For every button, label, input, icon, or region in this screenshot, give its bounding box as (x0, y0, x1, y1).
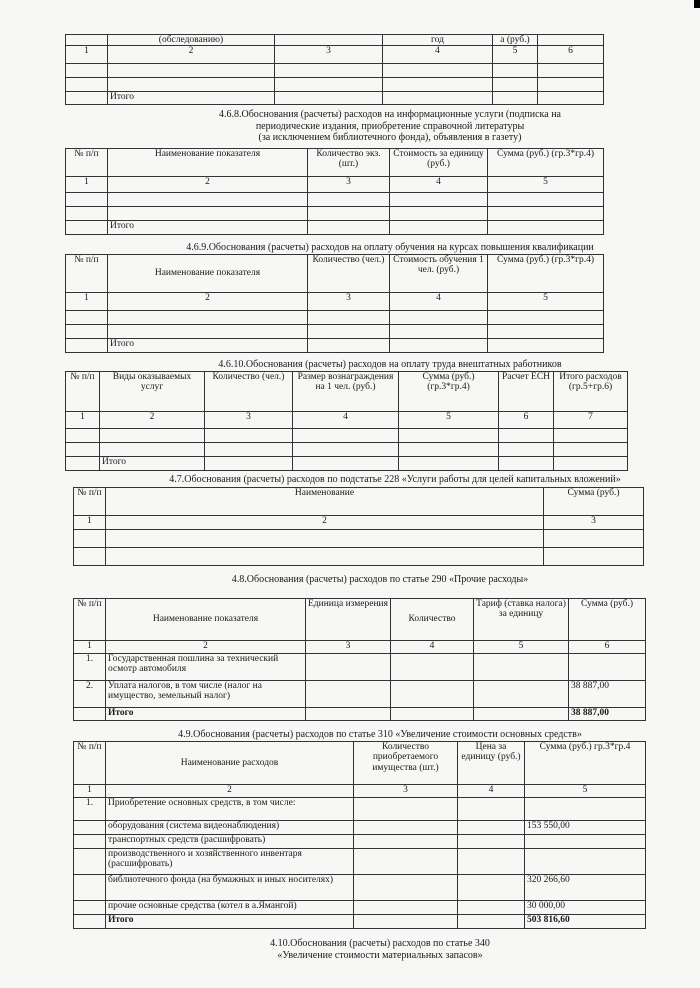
header-cell: Сумма (руб.) (гр.3*гр.4) (399, 372, 499, 412)
header-cell: Наименование показателя (106, 599, 306, 641)
column-number: 6 (499, 412, 554, 429)
total-row: Итого 503 816,60 (74, 915, 646, 929)
table-4-9 (73, 741, 646, 929)
column-number: 2 (100, 412, 205, 429)
column-number: 3 (308, 177, 390, 193)
column-number: 5 (474, 641, 569, 654)
column-number: 3 (205, 412, 293, 429)
section-title-48: 4.8.Обоснования (расчеты) расходов по статье 290 «Прочие расходы» (231, 574, 529, 585)
table-row: прочие основные средства (котел в а.Ямангой) 30 000,00 (74, 901, 646, 915)
table-4-7 (73, 487, 644, 566)
header-cell: № п/п (66, 149, 108, 177)
column-number: 1 (74, 641, 106, 654)
section-title-469: 4.6.9.Обоснования (расчеты) расходов на оплату обучения на курсах повышения квалификации (186, 242, 594, 253)
table-row: 1. Государственная пошлина за технический осмотр автомобиля (74, 654, 646, 681)
header-cell: Количество (чел.) (308, 255, 390, 293)
header-cell: Расчет ЕСН (499, 372, 554, 412)
column-number: 1 (66, 412, 100, 429)
header-cell: а (руб.) (493, 35, 538, 46)
column-number: 3 (275, 46, 383, 64)
column-number: 1 (66, 177, 108, 193)
total-row: Итого 38 887,00 (74, 708, 646, 721)
header-cell: Сумма (руб.) (544, 488, 644, 516)
header-cell: Наименование показателя (108, 149, 308, 177)
header-cell: № п/п (74, 599, 106, 641)
header-cell: Сумма (руб.) (569, 599, 646, 641)
header-cell: (обследованию) (108, 35, 275, 46)
header-cell: Стоимость обучения 1 чел. (руб.) (390, 255, 488, 293)
column-number: 1 (74, 516, 106, 530)
header-cell: № п/п (74, 488, 106, 516)
column-number: 4 (390, 293, 488, 311)
total-label: Итого (100, 457, 205, 471)
column-number: 2 (108, 293, 308, 311)
column-number: 3 (544, 516, 644, 530)
header-cell: Сумма (руб.) (гр.3*гр.4) (488, 149, 604, 177)
header-cell: № п/п (74, 742, 106, 785)
column-number: 2 (108, 46, 275, 64)
column-number: 5 (488, 177, 604, 193)
table-4-6-10 (65, 371, 628, 471)
total-label: Итого (108, 221, 308, 235)
column-number: 2 (106, 516, 544, 530)
column-number: 5 (399, 412, 499, 429)
column-number: 7 (554, 412, 628, 429)
section-title-410: 4.10.Обоснования (расчеты) расходов по статье 340 «Увеличение стоимости материальных запасов» (270, 938, 490, 961)
header-cell: Количество приобретаемого имущества (шт.) (354, 742, 458, 785)
table-4-8 (73, 598, 646, 721)
header-cell: Итого расходов (гр.5+гр.6) (554, 372, 628, 412)
total-label: Итого (108, 339, 308, 353)
header-cell: Единица измерения (306, 599, 391, 641)
column-number: 6 (538, 46, 604, 64)
table-row: библиотечного фонда (на бумажных и иных носителях) 320 266,60 (74, 875, 646, 901)
column-number: 4 (293, 412, 399, 429)
section-title-468: 4.6.8.Обоснования (расчеты) расходов на информационные услуги (подписка на периодические издания, приобретение справочной литературы (за исключением библиотечного фонда), объявления в газету) (219, 109, 561, 143)
column-number: 2 (108, 177, 308, 193)
table-row: транспортных средств (расшифровать) (74, 835, 646, 849)
column-number: 5 (525, 785, 646, 798)
table-row: производственного и хозяйственного инвентаря (расшифровать) (74, 849, 646, 875)
table-4-6-8 (65, 148, 604, 235)
table-4-6-9 (65, 254, 604, 353)
header-cell: Сумма (руб.) (гр.3*гр.4) (488, 255, 604, 293)
table-continued (65, 34, 604, 105)
header-cell: Тариф (ставка налога) за единицу (474, 599, 569, 641)
header-cell: Цена за единицу (руб.) (458, 742, 525, 785)
header-cell: Наименование (106, 488, 544, 516)
column-number: 6 (569, 641, 646, 654)
section-title-4610: 4.6.10.Обоснования (расчеты) расходов на оплату труда внештатных работников (218, 359, 562, 370)
page-corner-mark (694, 0, 700, 8)
header-cell: Наименование показателя (108, 255, 308, 293)
header-cell: Сумма (руб.) гр.3*гр.4 (525, 742, 646, 785)
column-number: 3 (306, 641, 391, 654)
column-number: 4 (391, 641, 474, 654)
total-label: Итого (108, 92, 275, 105)
header-cell: Количество экз. (шт.) (308, 149, 390, 177)
header-cell: № п/п (66, 255, 108, 293)
header-cell: Наименование расходов (106, 742, 354, 785)
column-number: 4 (383, 46, 493, 64)
column-number: 3 (308, 293, 390, 311)
column-number: 1 (74, 785, 106, 798)
column-number: 3 (354, 785, 458, 798)
column-number: 1 (66, 46, 108, 64)
header-cell: Размер вознаграждения на 1 чел. (руб.) (293, 372, 399, 412)
column-number: 5 (488, 293, 604, 311)
column-number: 5 (493, 46, 538, 64)
header-cell: год (383, 35, 493, 46)
column-number: 1 (66, 293, 108, 311)
column-number: 2 (106, 641, 306, 654)
table-row: 1. Приобретение основных средств, в том числе: (74, 798, 646, 821)
header-cell: Количество (чел.) (205, 372, 293, 412)
header-cell: Стоимость за единицу (руб.) (390, 149, 488, 177)
column-number: 4 (390, 177, 488, 193)
header-cell: Виды оказываемых услуг (100, 372, 205, 412)
column-number: 4 (458, 785, 525, 798)
table-row: оборудования (система видеонаблюдения) 153 550,00 (74, 821, 646, 835)
column-number: 2 (106, 785, 354, 798)
header-cell: Количество (391, 599, 474, 641)
table-row: 2. Уплата налогов, в том числе (налог на имущество, земельный налог) 38 887,00 (74, 681, 646, 708)
section-title-49: 4.9.Обоснования (расчеты) расходов по статье 310 «Увеличение стоимости основных средств» (178, 729, 582, 740)
header-cell: № п/п (66, 372, 100, 412)
section-title-47: 4.7.Обоснования (расчеты) расходов по подстатье 228 «Услуги работы для целей капитальных вложений» (169, 474, 621, 485)
